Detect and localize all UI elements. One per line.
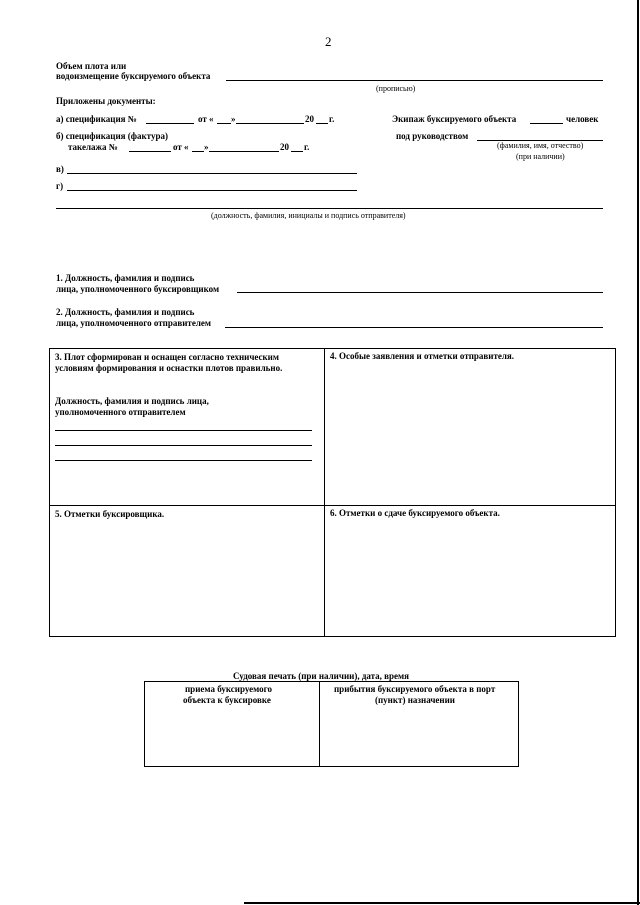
- sender-signature-hint: (должность, фамилия, инициалы и подпись отправителя): [211, 211, 406, 220]
- stamp-title: Судовая печать (при наличии), дата, время: [233, 671, 410, 681]
- box6-title: 6. Отметки о сдаче буксируемого объекта.: [330, 508, 500, 518]
- signatory-1-line1: 1. Должность, фамилия и подпись: [56, 273, 195, 283]
- volume-label-line1: Объем плота или: [56, 61, 127, 71]
- doc-a-month-line[interactable]: [236, 123, 304, 124]
- doc-b-year-suffix: г.: [304, 142, 310, 152]
- doc-b-year: 20: [280, 142, 289, 152]
- doc-b-day-line[interactable]: [192, 151, 204, 152]
- stamp-col2-line2: (пункт) назначении: [375, 695, 455, 705]
- box3-signature-line-2[interactable]: [55, 445, 312, 446]
- doc-a-year: 20: [305, 114, 314, 124]
- box4-title: 4. Особые заявления и отметки отправителя.: [330, 351, 515, 361]
- doc-b-number-line[interactable]: [129, 151, 171, 152]
- doc-b-from: от «: [173, 142, 189, 152]
- doc-a-day-line[interactable]: [217, 123, 231, 124]
- stamp-col1-line1: приема буксируемого: [185, 684, 272, 694]
- box3-sig-line2: уполномоченного отправителем: [55, 407, 186, 417]
- scan-edge-right: [637, 0, 639, 905]
- doc-b-year-line[interactable]: [291, 151, 303, 152]
- signatory-1-line2: лица, уполномоченного буксировщиком: [56, 284, 220, 294]
- volume-hint: (прописью): [376, 84, 416, 93]
- doc-a-from: от «: [198, 114, 214, 124]
- sender-signature-line[interactable]: [56, 208, 603, 209]
- doc-b-prefix: такелажа №: [68, 142, 118, 152]
- crew-hint-name: (фамилия, имя, отчество): [497, 141, 584, 150]
- doc-a-close-quote: »: [231, 114, 236, 124]
- box3-sig-line1: Должность, фамилия и подпись лица,: [55, 396, 209, 406]
- signatory-2-field-line[interactable]: [225, 327, 603, 328]
- doc-a-year-line[interactable]: [316, 123, 328, 124]
- signatory-1-field-line[interactable]: [237, 292, 603, 293]
- scan-edge-bottom: [244, 902, 640, 904]
- doc-v-line[interactable]: [67, 173, 357, 174]
- doc-a-number-line[interactable]: [146, 123, 194, 124]
- stamp-col1-line2: объекта к буксировке: [183, 695, 271, 705]
- crew-count-line[interactable]: [530, 123, 563, 124]
- volume-field-line[interactable]: [226, 80, 603, 81]
- box3-line1: 3. Плот сформирован и оснащен согласно техническим: [55, 352, 279, 362]
- doc-b-close-quote: »: [204, 142, 209, 152]
- signatory-2-line1: 2. Должность, фамилия и подпись: [56, 307, 195, 317]
- doc-b-line1: б) спецификация (фактура): [56, 131, 168, 141]
- doc-g-line[interactable]: [67, 190, 357, 191]
- crew-suffix: человек: [566, 114, 599, 124]
- box5-title: 5. Отметки буксировщика.: [55, 509, 165, 519]
- marks-table-horizontal-divider: [49, 505, 616, 506]
- crew-leader-prefix: под руководством: [396, 131, 469, 141]
- marks-table-vertical-divider: [324, 348, 325, 637]
- box3-signature-line-1[interactable]: [55, 430, 312, 431]
- box3-signature-line-3[interactable]: [55, 460, 312, 461]
- stamp-table-divider: [319, 681, 320, 767]
- documents-title: Приложены документы:: [56, 96, 156, 106]
- doc-b-month-line[interactable]: [209, 151, 279, 152]
- marks-table: [49, 348, 616, 637]
- signatory-2-line2: лица, уполномоченного отправителем: [56, 318, 212, 328]
- crew-hint-optional: (при наличии): [516, 152, 565, 161]
- page-number: 2: [325, 34, 332, 49]
- doc-v-label: в): [56, 164, 64, 174]
- doc-g-label: г): [56, 181, 64, 191]
- doc-a-year-suffix: г.: [329, 114, 335, 124]
- doc-a-prefix: а) спецификация №: [56, 114, 137, 124]
- box3-line2: условиям формирования и оснастки плотов правильно.: [55, 363, 283, 373]
- stamp-col2-line1: прибытия буксируемого объекта в порт: [334, 684, 496, 694]
- volume-label-line2: водоизмещение буксируемого объекта: [56, 71, 211, 81]
- crew-prefix: Экипаж буксируемого объекта: [392, 114, 517, 124]
